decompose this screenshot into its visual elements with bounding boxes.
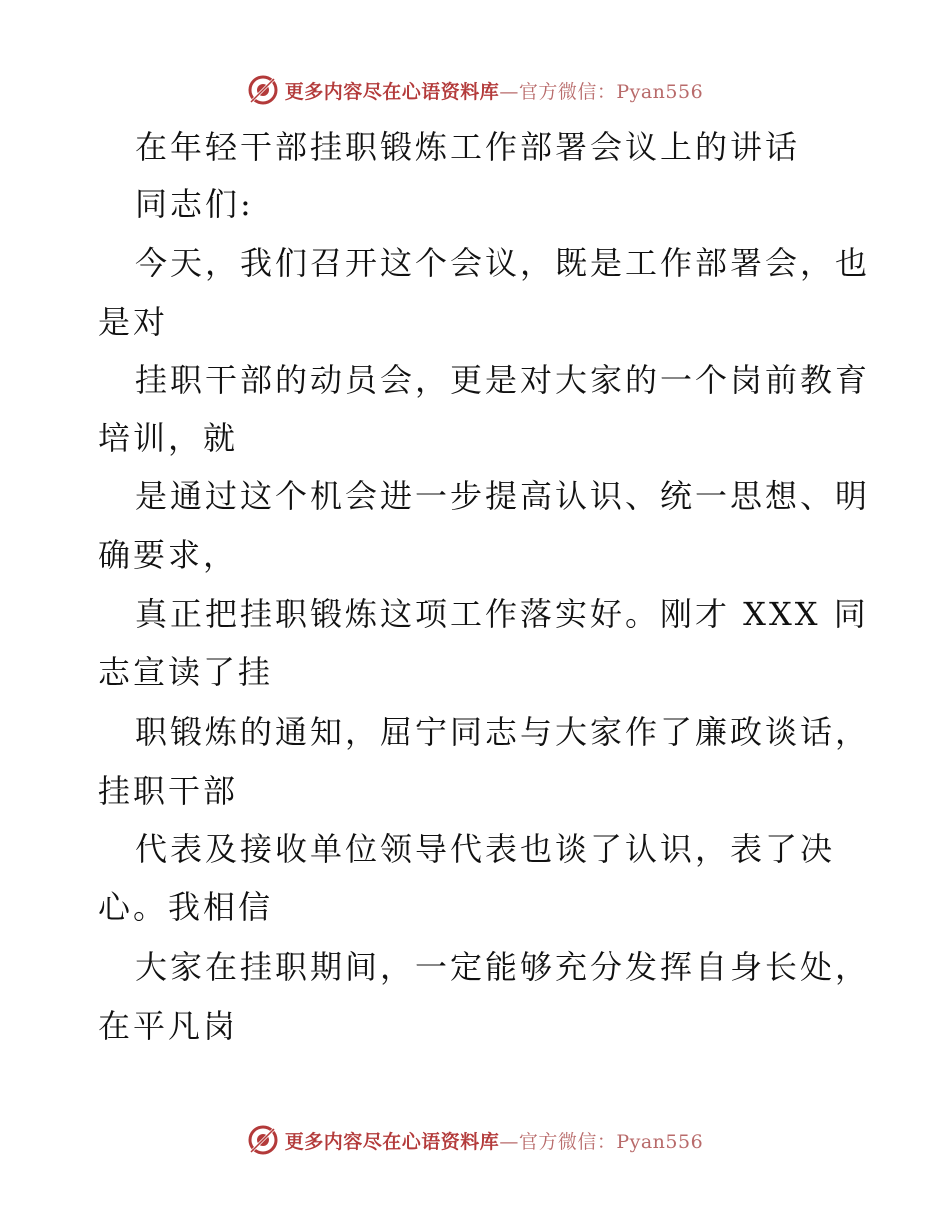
paragraph-line: 是通过这个机会进一步提高认识、统一思想、明 xyxy=(135,477,871,515)
paragraph-line: 在平凡岗 xyxy=(98,1007,239,1045)
paragraph-line: 是对 xyxy=(98,303,169,341)
paragraph-line: 真正把挂职锻炼这项工作落实好。刚才 XXX 同 xyxy=(135,595,869,633)
footer-watermark xyxy=(0,1120,950,1160)
header-watermark xyxy=(0,70,950,110)
paragraph-line: 志宣读了挂 xyxy=(98,653,274,691)
paragraph-line: 职锻炼的通知，屈宁同志与大家作了廉政谈话， xyxy=(135,713,871,751)
salutation: 同志们: xyxy=(135,185,254,223)
paragraph-line: 心。我相信 xyxy=(98,888,274,926)
paragraph-line: 确要求， xyxy=(98,536,239,574)
paragraph-line: 代表及接收单位领导代表也谈了认识，表了决 xyxy=(135,830,836,868)
paragraph-line: 挂职干部的动员会，更是对大家的一个岗前教育 xyxy=(135,361,871,399)
paragraph-line: 培训，就 xyxy=(98,419,239,457)
watermark-text: 更多内容尽在心语资料库—官方微信：Pyan556 xyxy=(284,1130,704,1153)
brand-seal-icon xyxy=(247,74,279,106)
paragraph-line: 挂职干部 xyxy=(98,772,239,810)
watermark-text: 更多内容尽在心语资料库—官方微信：Pyan556 xyxy=(284,80,704,103)
document-title: 在年轻干部挂职锻炼工作部署会议上的讲话 xyxy=(135,128,801,166)
brand-seal-icon xyxy=(247,1124,279,1156)
paragraph-line: 大家在挂职期间，一定能够充分发挥自身长处， xyxy=(135,948,871,986)
paragraph-line: 今天，我们召开这个会议，既是工作部署会，也 xyxy=(135,244,871,282)
